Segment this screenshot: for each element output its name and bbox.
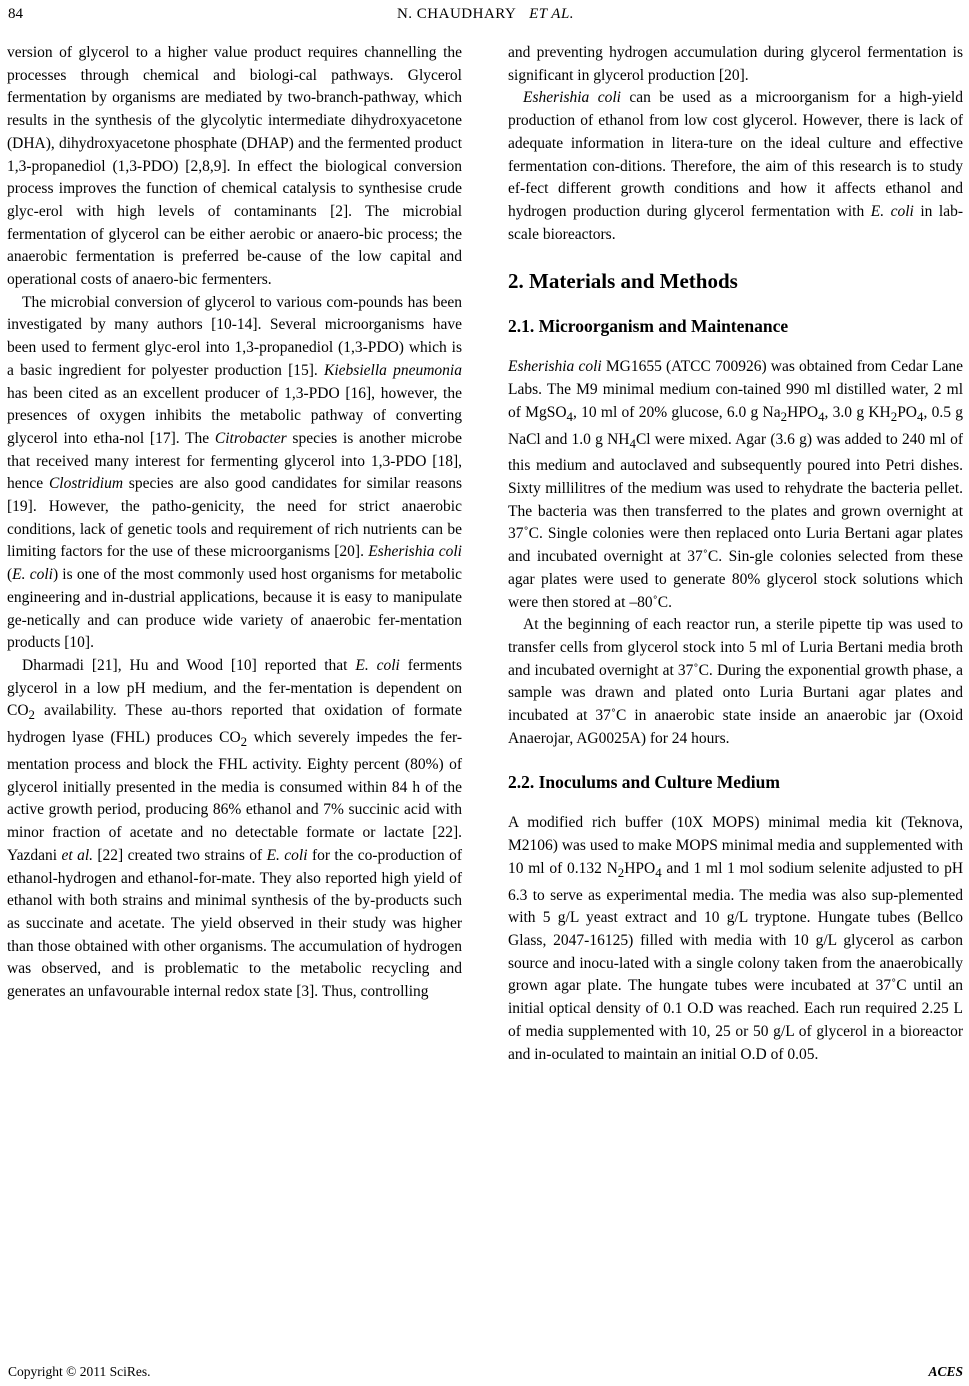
- paragraph: At the beginning of each reactor run, a sterile pipette tip was used to transfer cells from glycerol stock into 5 ml of Luria Bertani media broth and incubated overnight at 37˚C. During the exponential growth phase, a sample was drawn and plated onto Luria Burtani agar plates and incubated at 37˚C in anaerobic state inside an anaerobic jar (Oxoid Anaerojar, AG0025A) for 24 hours.: [508, 616, 963, 747]
- paragraph: A modified rich buffer (10X MOPS) minimal media kit (Teknova, M2106) was used to make MOPS minimal media and supplemented with 10 ml of 0.132 $N_2HPO_4$ and 1 ml 1 mol sodium selenite adjusted to pH 6.3 to serve as experimental media. The media was also sup-plemented with 5 g/L yeast extract and 10 g/L tryptone. Hungate tubes (Bellco Glass, 2047-16125) filled with media with 10 g/L glycerol as carbon source and inocu-lated with a single colony taken from the anaerobically grown agar plate. The hungate tubes were incubated at 37˚C until an initial optical density of 0.1 O.D was reached. Each run required 2.25 L of media supplemented with 10, 25 or 50 g/L of glycerol in a bioreactor and in-oculated to maintain an initial O.D of 0.05.: [508, 814, 964, 1063]
- journal-name: ACES: [928, 1364, 963, 1379]
- running-head-authors: N. CHAUDHARY: [396, 6, 517, 22]
- copyright-notice: Copyright © 2011 SciRes.: [8, 1364, 151, 1379]
- paragraph: Esherishia coli can be used as a microorganism for a high-yield production of ethanol from low cost glycerol. However, there is lack of adequate information in litera-ture on the ideal culture and effective fermentation con-ditions. Therefore, the aim of this research is to study ef-fect different growth conditions and how it affects ethanol and hydrogen production during glycerol fermentation with E. coli in lab-scale bioreactors.: [508, 89, 963, 243]
- paragraph: Dharmadi [21], Hu and Wood [10] reported that E. coli ferments glycerol in a low pH medium, and the fer-mentation is dependent on $CO_2$ availability. These au-thors reported that oxidation of formate hydrogen lyase (FHL) produces $CO_2$ which severely impedes the fer-mentation process and block the FHL activity. Eighty percent (80%) of glycerol initially presented in the media is consumed within 84 h of the active growth period, producing 86% ethanol and 7% succinic acid with minor fraction of acetate and no detectable formate or lactate [22]. Yazdani et al. [22] created two strains of E. coli for the co-production of ethanol-hydrogen and ethanol-for-mate. They also reported high yield of ethanol with both strains and minimal synthesis of the by-products such as succinate and acetate. The yield observed in their study was higher than those obtained with other organisms. The accumulation of hydrogen was observed, and is problematic to the metabolic recycling and generates an unfavourable internal redox state [3]. Thus, controlling: [7, 656, 462, 1001]
- running-head: [8, 6, 963, 23]
- paragraph: and preventing hydrogen accumulation during glycerol fermentation is significant in glycerol production [20].: [508, 44, 963, 84]
- page-header: [8, 6, 963, 28]
- subsection-heading: 2.2. Inoculums and Culture Medium: [508, 772, 780, 793]
- subsection-heading: 2.1. Microorganism and Maintenance: [508, 316, 789, 337]
- right-column: [508, 42, 963, 1066]
- paragraph: The microbial conversion of glycerol to various com-pounds has been investigated by many authors [10-14]. Several microorganisms have been used to ferment glyc-erol into 1,3-propanediol (1,3-PDO) which is a basic ingredient for polyester production [15]. Kiebsiella pneumonia has been cited as an excellent producer of 1,3-PDO [16], however, the presences of oxygen inhibits the metabolic pathway of converting glycerol into etha-nol [17]. The Citrobacter species is another microbe that received many interest for fermenting glycerol into 1,3-PDO [18], hence Clostridium species are also good candidates for similar reasons [19]. However, the patho-genicity, the need for strict anaerobic conditions, lack of genetic tools and requirement of rich nutrients can be limiting factors for the use of these microorganisms [20]. Esherishia coli (E. coli) is one of the most commonly used host organisms for metabolic engineering and in-dustrial applications, because it is easy to manipulate ge-netically and can produce wide variety of anaerobic fer-mentation products [10].: [7, 293, 463, 652]
- page-footer: [8, 1364, 963, 1382]
- section-heading: 2. Materials and Methods: [508, 269, 738, 294]
- running-head-et-al: ET AL.: [529, 6, 575, 22]
- paragraph: version of glycerol to a higher value product requires channelling the processes through chemical and biologi-cal pathways. Glycerol fermentation by organisms are mediated by two-branch-pathway, which results in the synthesis of the glycolytic intermediate dihydroxyacetone (DHA), dihydroxyacetone phosphate (DHAP) and the fermented product 1,3-propanediol (1,3-PDO) [2,8,9]. In effect the biological conversion process improves the function of chemical catalysis to synthesise crude glyc-erol with high levels of contaminants [2]. The microbial fermentation of glycerol can be either aerobic or anaero-bic process; the anaerobic fermentation is preferred be-cause of the low capital and operational costs of anaero-bic fermenters.: [7, 44, 462, 289]
- left-column: [7, 42, 462, 1004]
- paragraph: Esherishia coli MG1655 (ATCC 700926) was obtained from Cedar Lane Labs. The M9 minimal medium con-tained 990 ml distilled water, 2 ml of MgSO$_4$, 10 ml of 20% glucose, 6.0 g $Na_2HPO_4$, 3.0 g $KH_2PO_4$, 0.5 g NaCl and 1.0 g $NH_4Cl$ were mixed. Agar (3.6 g) was added to 240 ml of this medium and autoclaved and subsequently poured into Petri dishes. Sixty millilitres of the medium was used to rehydrate the bacteria pellet. The bacteria was then transferred to the plates and grown overnight at 37˚C. Single colonies were then replaced onto Luria Bertani agar plates and incubated overnight at 37˚C. Sin-gle colonies selected from these agar plates were used to generate 80% glycerol stock solutions which were then stored at –80˚C.: [508, 358, 964, 611]
- page-number: 84: [8, 6, 23, 22]
